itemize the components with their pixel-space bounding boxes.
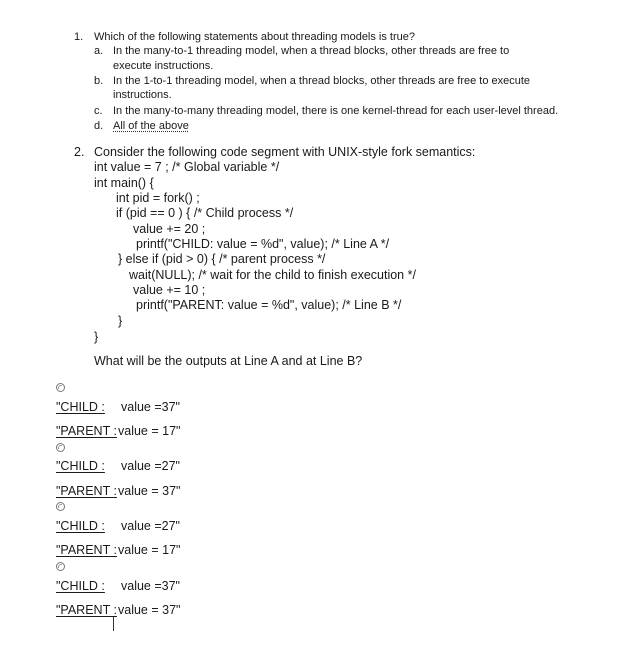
option-a-line2: execute instructions.: [113, 60, 214, 72]
question-1-number: 1.: [74, 31, 84, 43]
answer-2-child-value: value =27": [121, 459, 180, 473]
code-line-12: }: [94, 330, 99, 344]
question-2-text: Consider the following code segment with UNIX-style fork semantics:: [94, 145, 476, 159]
option-b-line2: instructions.: [113, 89, 172, 101]
answer-3-parent-label: "PARENT :: [56, 543, 117, 557]
option-c-line1: In the many-to-many threading model, there is one kernel-thread for each user-level thread.: [113, 105, 559, 117]
answer-3-child-value: value =27": [121, 519, 180, 533]
radio-button-4[interactable]: [56, 562, 65, 571]
answer-3-parent-value: value = 17": [118, 543, 181, 557]
code-line-2: int main() {: [94, 176, 154, 190]
answer-4-parent-value: value = 37": [118, 603, 181, 617]
code-line-6: printf("CHILD: value = %d", value); /* Line A */: [136, 237, 390, 251]
question-2-prompt: What will be the outputs at Line A and at Line B?: [94, 354, 363, 368]
code-line-1: int value = 7 ; /* Global variable */: [94, 160, 280, 174]
radio-button-2[interactable]: [56, 443, 65, 452]
answer-4-parent-label: "PARENT :: [56, 603, 117, 617]
code-line-11: }: [118, 314, 123, 328]
answer-3-child-label: "CHILD :: [56, 519, 105, 533]
option-d-letter: d.: [94, 120, 104, 132]
option-a-line1: In the many-to-1 threading model, when a thread blocks, other threads are free to: [113, 45, 510, 57]
code-line-8: wait(NULL); /* wait for the child to finish execution */: [129, 268, 416, 282]
radio-button-3[interactable]: [56, 502, 65, 511]
option-b-letter: b.: [94, 75, 104, 87]
answer-1-child-value: value =37": [121, 400, 180, 414]
answer-1-child-label: "CHILD :: [56, 400, 105, 414]
option-c-letter: c.: [94, 105, 103, 117]
radio-button-1[interactable]: [56, 383, 65, 392]
answer-2-parent-value: value = 37": [118, 484, 181, 498]
code-line-9: value += 10 ;: [133, 283, 206, 297]
answer-1-parent-label: "PARENT :: [56, 424, 117, 438]
answer-4-child-value: value =37": [121, 579, 180, 593]
code-line-10: printf("PARENT: value = %d", value); /* Line B */: [136, 298, 402, 312]
question-1-text: Which of the following statements about threading models is true?: [94, 31, 416, 43]
option-d-line1: All of the above: [113, 120, 189, 132]
option-b-line1: In the 1-to-1 threading model, when a thread blocks, other threads are free to execute: [113, 75, 531, 87]
answer-2-child-label: "CHILD :: [56, 459, 105, 473]
code-line-3: int pid = fork() ;: [116, 191, 200, 205]
code-line-4: if (pid == 0 ) { /* Child process */: [116, 206, 294, 220]
answer-1-parent-value: value = 17": [118, 424, 181, 438]
answer-2-parent-label: "PARENT :: [56, 484, 117, 498]
answer-4-child-label: "CHILD :: [56, 579, 105, 593]
code-line-5: value += 20 ;: [133, 222, 206, 236]
option-a-letter: a.: [94, 45, 104, 57]
question-2-number: 2.: [74, 145, 85, 159]
code-line-7: } else if (pid > 0) { /* parent process */: [118, 252, 326, 266]
text-cursor: [113, 617, 114, 631]
